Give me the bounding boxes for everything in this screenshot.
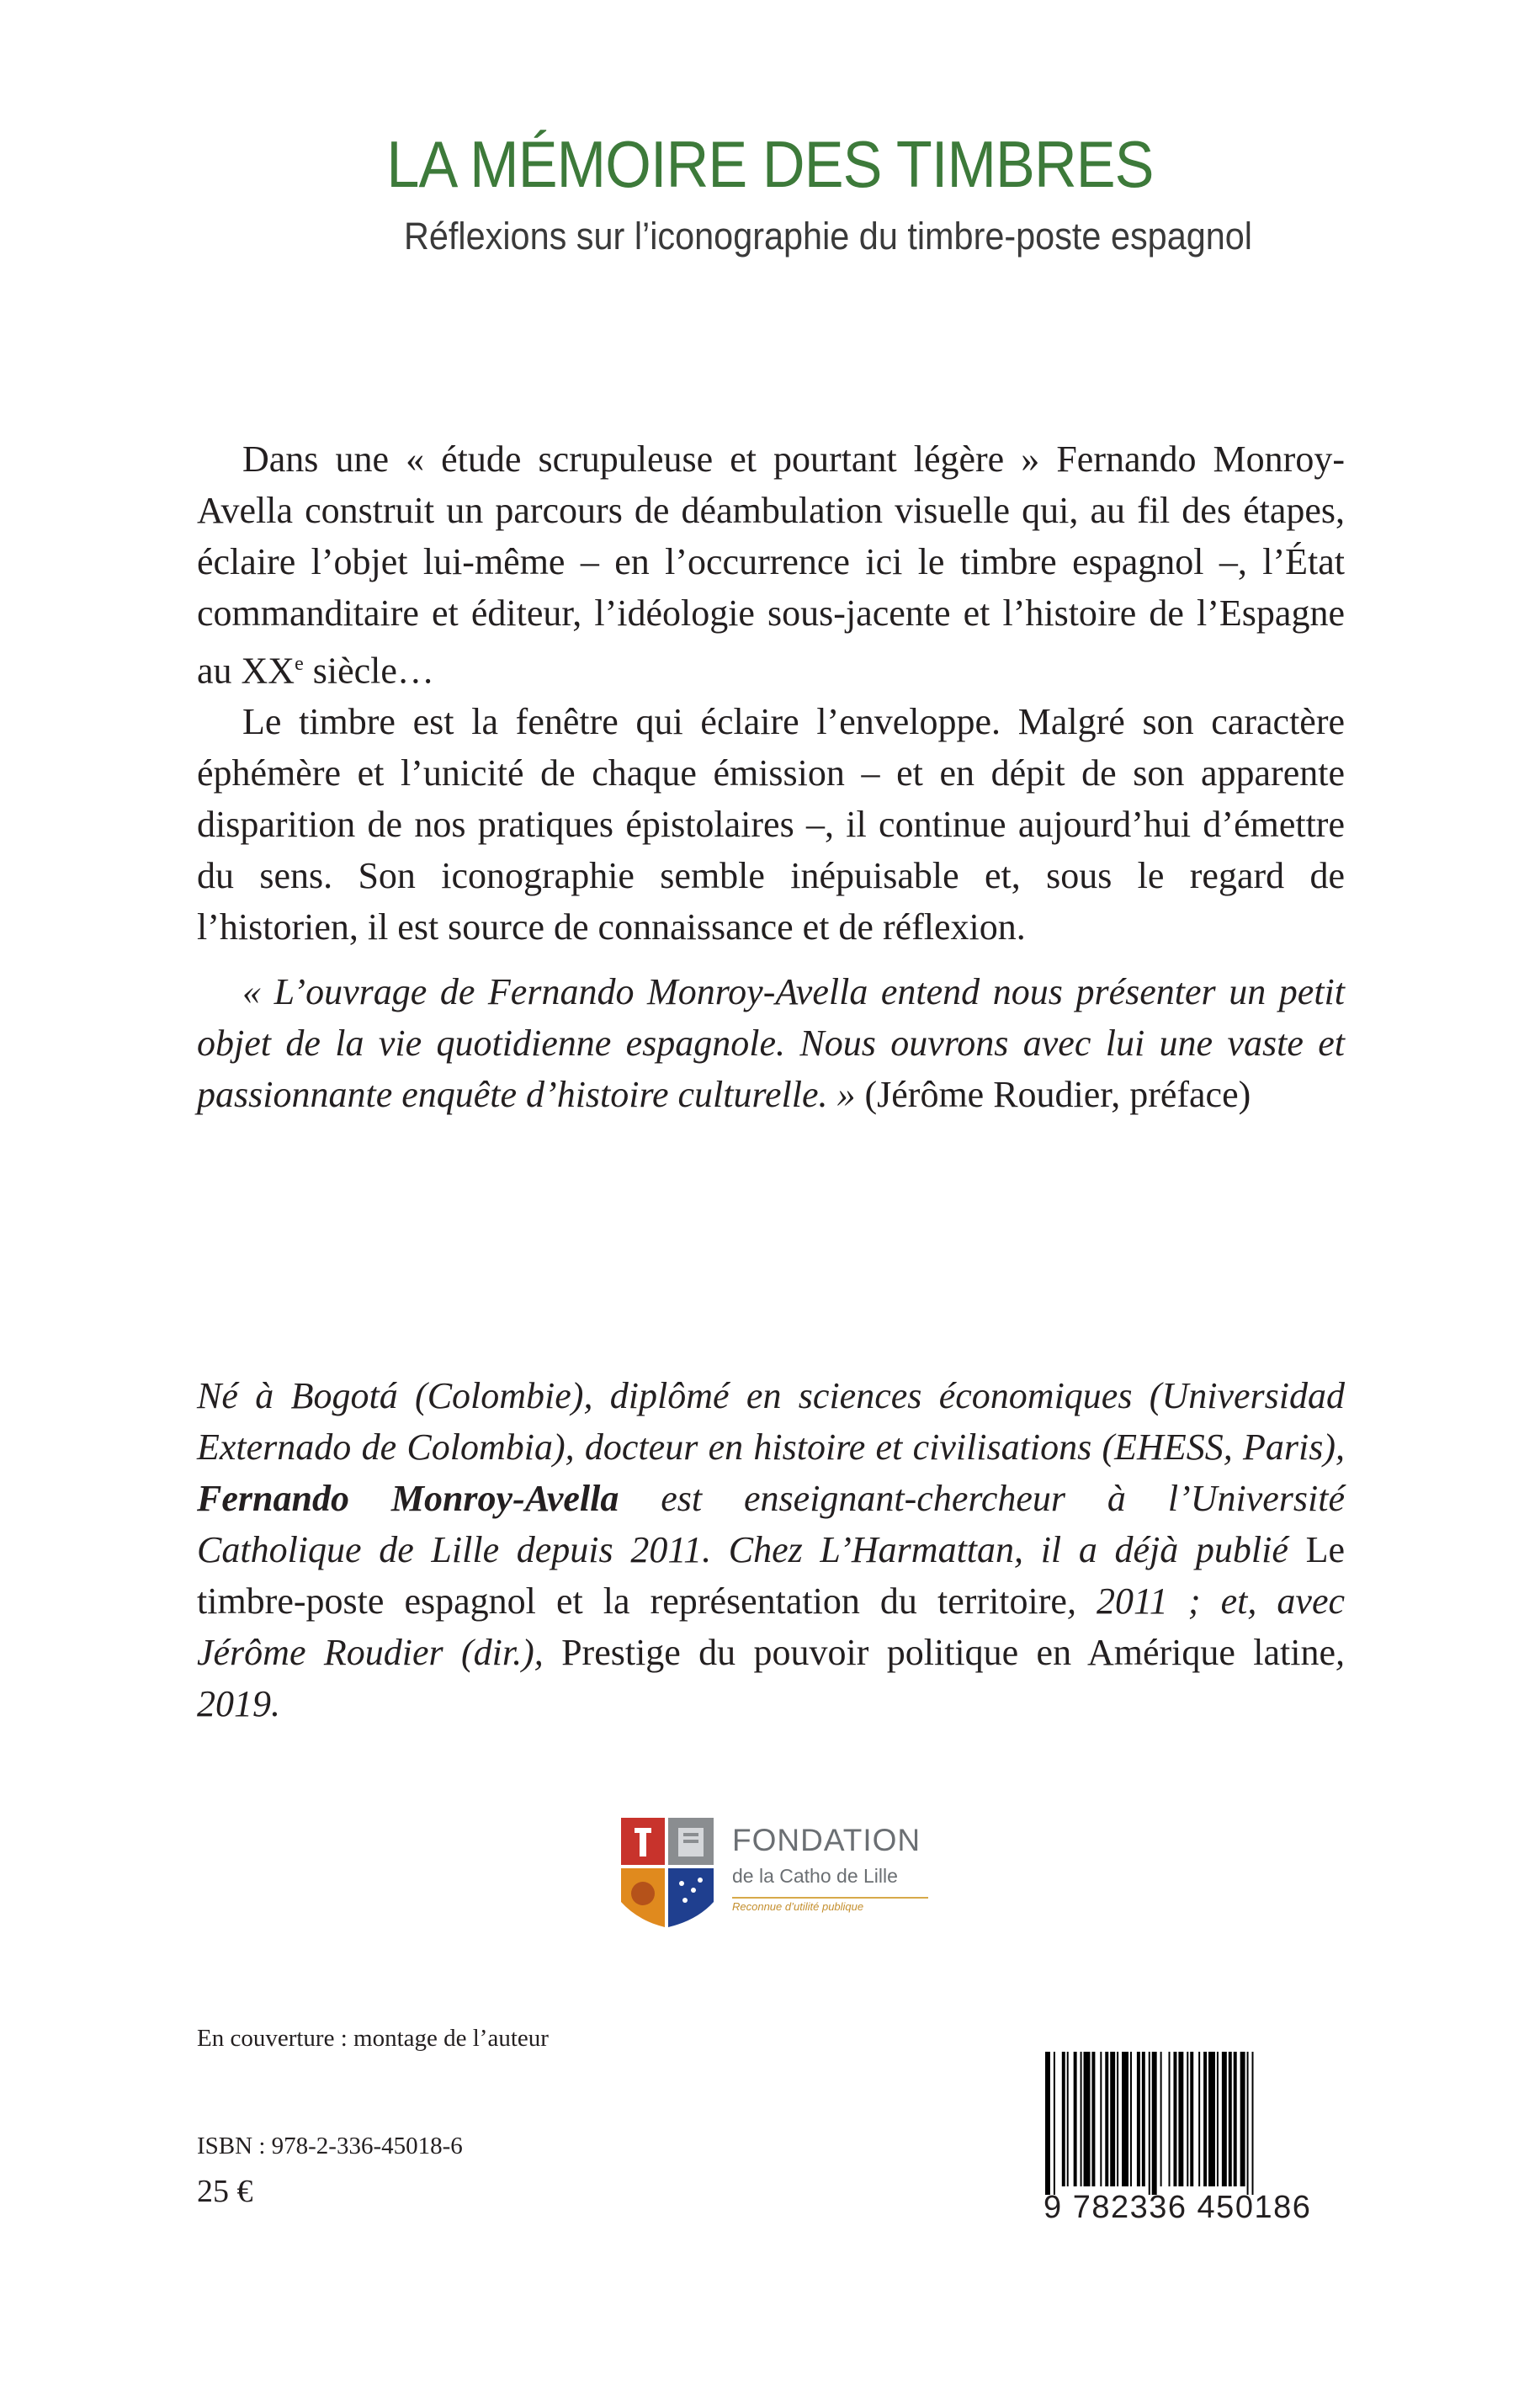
bio-year-2: , 2019.	[197, 1632, 1346, 1724]
author-bio	[197, 1370, 1345, 1729]
barcode-bar	[1149, 2052, 1150, 2195]
barcode-bar	[1091, 2052, 1095, 2186]
price: 25 €	[197, 2174, 253, 2209]
logo-tagline: Reconnue d’utilité publique	[732, 1900, 864, 1913]
barcode-bar	[1152, 2052, 1157, 2195]
barcode-bar	[1178, 2052, 1183, 2186]
fondation-logo	[613, 1809, 932, 1944]
barcode-digits: 9 782336 450186	[1043, 2190, 1312, 2225]
barcode-bar	[1122, 2052, 1128, 2186]
logo-catho-lille: de la Catho de Lille	[732, 1865, 898, 1887]
bio-book-1: Le timbre-poste espagnol et la représentation du territoire	[197, 1529, 1345, 1622]
barcode-bar	[1074, 2052, 1077, 2186]
barcode-bar	[1229, 2052, 1232, 2186]
barcode-bar	[1054, 2052, 1055, 2195]
cover-credit: En couverture : montage de l’auteur	[197, 2025, 549, 2052]
bio-author-name: Fernando Monroy-Avella	[197, 1478, 619, 1519]
book-title: LA MÉMOIRE DES TIMBRES	[386, 127, 1154, 201]
century-superscript: e	[295, 653, 304, 675]
barcode-bar	[1084, 2052, 1091, 2186]
bio-intro: Né à Bogotá (Colombie), diplômé en sciences économiques (Universidad Externado de Colombia), docteur en histoire et civilisations (EHESS, Paris),	[197, 1375, 1345, 1468]
barcode-bar	[1234, 2052, 1237, 2186]
preface-quote	[197, 966, 1345, 1120]
quote-attribution: (Jérôme Roudier, préface)	[855, 1074, 1251, 1115]
barcode-bar	[1203, 2052, 1207, 2186]
barcode-bar	[1045, 2052, 1050, 2195]
quote-text: « L’ouvrage de Fernando Monroy-Avella entend nous présenter un petit objet de la vie quotidienne espagnole. Nous ouvrons avec lui une vaste et passionnante enquête d’histoire culturelle. »	[197, 971, 1345, 1115]
barcode-bar	[1100, 2052, 1102, 2186]
barcode-bar	[1117, 2052, 1118, 2186]
paragraph-1-text: Dans une « étude scrupuleuse et pourtant légère » Fernando Monroy-Avella construit un parcours de déambulation visuelle qui, au fil des étapes, éclaire l’objet lui-même – en l’occurrence ici le timbre espagnol –, l’État commanditaire et éditeur, l’idéologie sous-jacente et l’histoire de l’Espagne au XX	[197, 438, 1345, 692]
barcode-bar	[1130, 2052, 1132, 2186]
barcode-bar	[1105, 2052, 1108, 2186]
bio-position: est enseignant-chercheur à l’Université Catholique de Lille depuis 2011. Chez L’Harmattan, il a déjà publié	[197, 1478, 1345, 1570]
barcode-bar	[1240, 2052, 1245, 2186]
isbn: ISBN : 978-2-336-45018-6	[197, 2133, 463, 2159]
barcode-bar	[1081, 2052, 1082, 2186]
barcode-bar	[1110, 2052, 1115, 2186]
barcode-bar	[1067, 2052, 1069, 2186]
barcode-bar	[1190, 2052, 1193, 2186]
bio-book-2: Prestige du pouvoir politique en Amérique latine	[561, 1632, 1336, 1673]
paragraph-2-text: Le timbre est la fenêtre qui éclaire l’enveloppe. Malgré son caractère éphémère et l’unicité de chaque émission – et en dépit de son apparente disparition de nos pratiques épistolaires –, il continue aujourd’hui d’émettre du sens. Son iconographie semble inépuisable et, sous le regard de l’historien, il est source de connaissance et de réflexion.	[197, 701, 1345, 948]
barcode-bar	[1252, 2052, 1254, 2195]
barcode-bar	[1160, 2052, 1162, 2186]
barcode-bar	[1187, 2052, 1188, 2186]
barcode-bars	[1043, 2052, 1346, 2195]
barcode-bar	[1222, 2052, 1227, 2186]
blurb-paragraph-1	[197, 433, 1345, 697]
barcode-bar	[1208, 2052, 1215, 2186]
logo-fondation: FONDATION	[732, 1823, 921, 1857]
logo-divider	[732, 1897, 928, 1899]
barcode-bar	[1247, 2052, 1249, 2195]
barcode-bar	[1173, 2052, 1176, 2186]
bio-year-1: , 2011 ; et, avec Jérôme Roudier (dir.),	[197, 1580, 1345, 1673]
barcode-bar	[1062, 2052, 1065, 2186]
crest-icon	[613, 1809, 722, 1936]
barcode-bar	[1217, 2052, 1219, 2186]
paragraph-1-end: siècle…	[303, 650, 434, 692]
blurb-paragraph-2	[197, 696, 1345, 953]
barcode-bar	[1137, 2052, 1140, 2186]
barcode-bar	[1198, 2052, 1200, 2186]
barcode-bar	[1169, 2052, 1171, 2186]
barcode-bar	[1142, 2052, 1145, 2186]
book-subtitle: Réflexions sur l’iconographie du timbre-poste espagnol	[404, 215, 1252, 258]
